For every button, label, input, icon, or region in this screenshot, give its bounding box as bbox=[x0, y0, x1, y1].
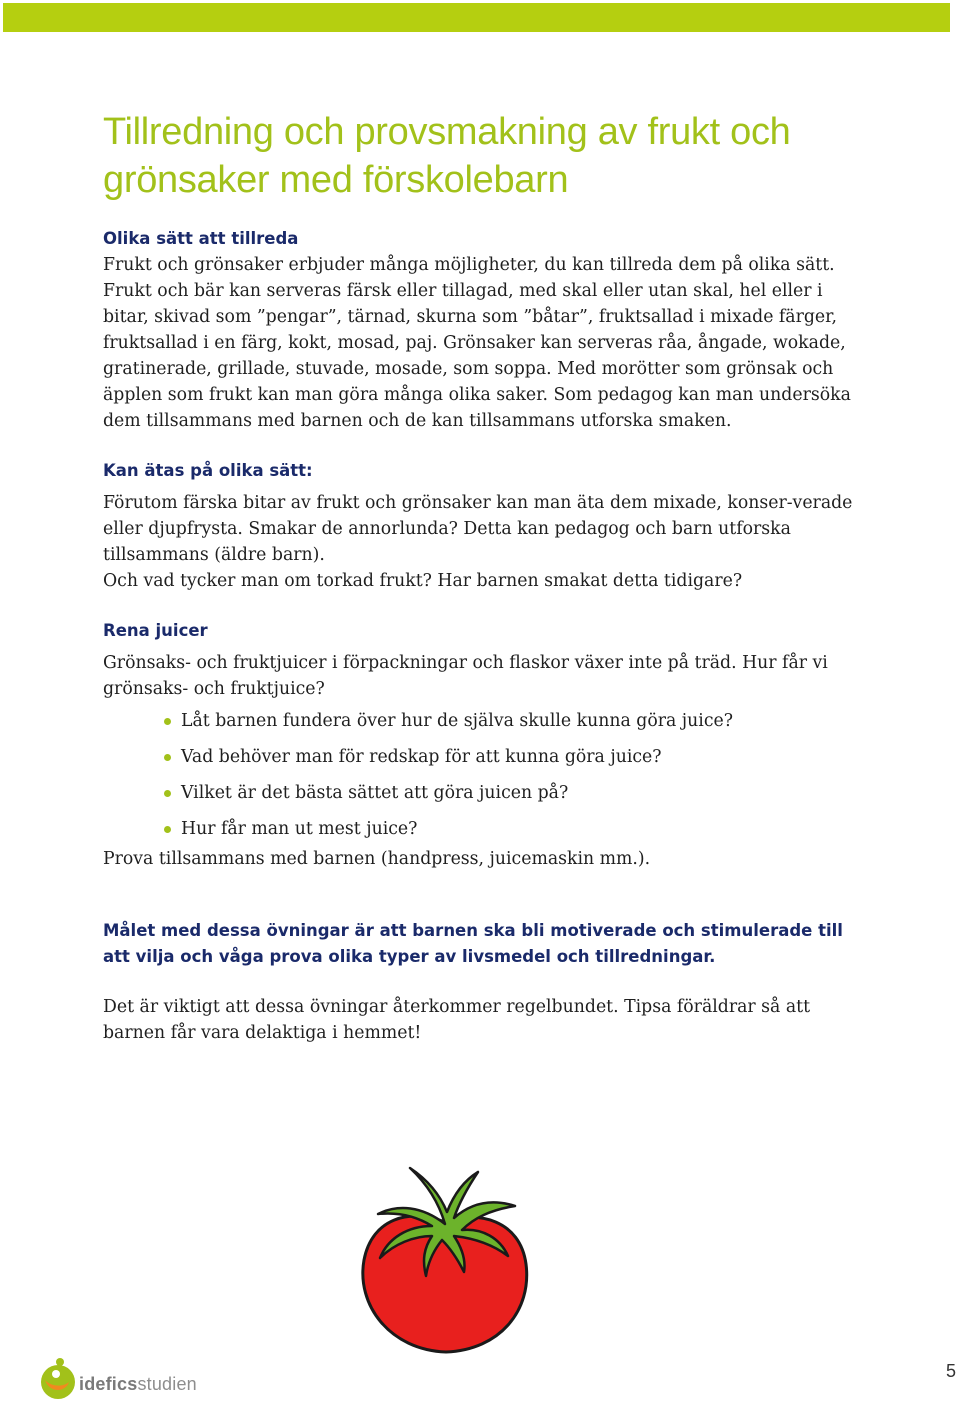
bullet-list bbox=[103, 708, 863, 842]
top-color-bar bbox=[3, 3, 950, 32]
list-item-text: Vad behöver man för redskap för att kunna göra juice? bbox=[181, 747, 662, 767]
page-title: Tillredning och provsmakning av frukt och grönsaker med förskolebarn bbox=[103, 111, 791, 201]
section-heading: Rena juicer bbox=[103, 621, 208, 640]
section-body-followup: Och vad tycker man om torkad frukt? Har barnen smakat detta tidigare? bbox=[103, 571, 743, 591]
list-item bbox=[163, 708, 863, 734]
closing-text: Det är viktigt att dessa övningar återkommer regelbundet. Tipsa föräldrar så att barnen får vara delaktiga i hemmet! bbox=[103, 997, 811, 1043]
tomato-icon bbox=[350, 1160, 540, 1360]
logo-wordmark-rest: studien bbox=[137, 1374, 197, 1394]
goal-statement: Målet med dessa övningar är att barnen ska bli motiverade och stimulerade till att vilja och våga prova olika typer av livsmedel och tillredningar. bbox=[103, 921, 843, 966]
list-item bbox=[163, 744, 863, 770]
section-olika-satt bbox=[103, 226, 863, 434]
list-followup: Prova tillsammans med barnen (handpress, juicemaskin mm.). bbox=[103, 849, 651, 869]
list-item bbox=[163, 816, 863, 842]
bullet-icon bbox=[164, 718, 171, 725]
list-item-text: Vilket är det bästa sättet att göra juicen på? bbox=[181, 783, 569, 803]
main-content bbox=[103, 226, 863, 1046]
section-kan-atas bbox=[103, 458, 863, 594]
list-item-text: Hur får man ut mest juice? bbox=[181, 819, 418, 839]
section-body: Grönsaks- och fruktjuicer i förpackningar och flaskor växer inte på träd. Hur får vi grönsaks- och fruktjuice? bbox=[103, 653, 828, 699]
bullet-icon bbox=[164, 826, 171, 833]
bullet-icon bbox=[164, 790, 171, 797]
bullet-icon bbox=[164, 754, 171, 761]
section-heading: Kan ätas på olika sätt: bbox=[103, 461, 313, 480]
logo-wordmark-bold: idefics bbox=[79, 1374, 138, 1394]
page-number: 5 bbox=[946, 1361, 957, 1381]
section-heading: Olika sätt att tillreda bbox=[103, 229, 299, 248]
logo-wordmark bbox=[79, 1374, 197, 1395]
list-item bbox=[163, 780, 863, 806]
section-body: Frukt och grönsaker erbjuder många möjligheter, du kan tillreda dem på olika sätt. Frukt och bär kan serveras färsk eller tillagad, med skal eller utan skal, hel eller i bitar, skivad som ”pengar”, tärnad, skurna som ”båtar”, fruktsallad i mixade färger, fruktsallad i en färg, kokt, mosad, paj. Grönsaker kan serveras råa, ångade, wokade, gratinerade, grillade, stuvade, mosade, som soppa. Med morötter som grönsak och äpplen som frukt kan man göra många olika saker. Som pedagog kan man undersöka dem tillsammans med barnen och de kan tillsammans utforska smaken. bbox=[103, 255, 851, 431]
section-body: Förutom färska bitar av frukt och grönsaker kan man äta dem mixade, konser-verade eller djupfrysta. Smakar de annorlunda? Detta kan pedagog och barn utforska tillsammans (äldre barn). bbox=[103, 493, 853, 565]
section-rena-juicer bbox=[103, 618, 863, 872]
list-item-text: Låt barnen fundera över hur de själva skulle kunna göra juice? bbox=[181, 711, 733, 731]
